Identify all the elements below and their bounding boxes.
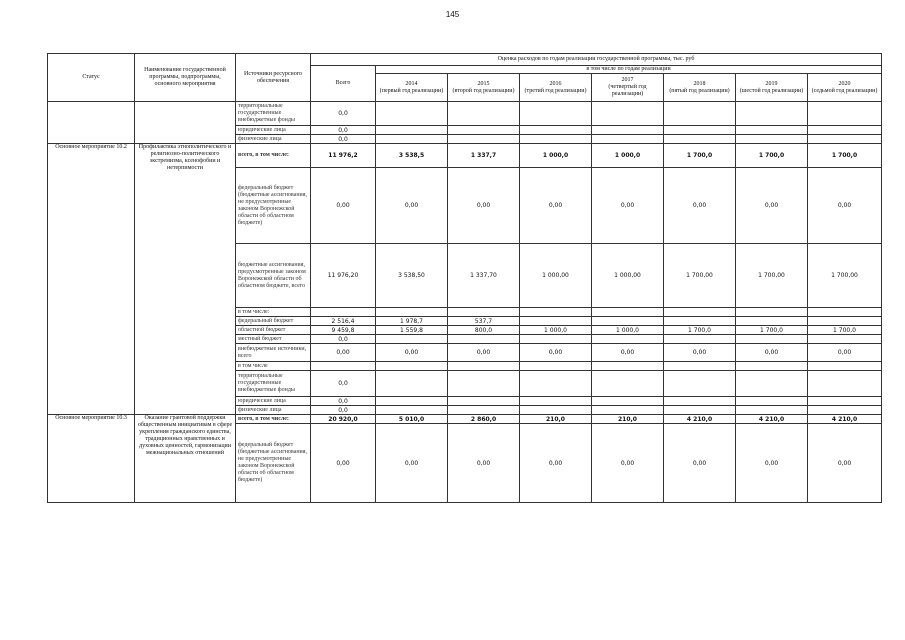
source-cell: местный бюджет — [236, 335, 311, 344]
year-cell — [520, 397, 592, 406]
header-year — [520, 74, 592, 102]
year-cell — [376, 126, 448, 135]
year-cell: 4 210,0 — [664, 415, 736, 424]
year-cell — [376, 362, 448, 371]
table-row — [48, 144, 882, 168]
year-cell: 0,00 — [736, 168, 808, 244]
header-year — [808, 74, 882, 102]
year-cell — [592, 308, 664, 317]
total-cell: 0,0 — [311, 102, 376, 126]
year-cell: 1 700,00 — [664, 244, 736, 308]
year-cell — [520, 317, 592, 326]
header-funding-source: Источники ресурсного обеспечения — [236, 54, 311, 102]
total-cell: 0,0 — [311, 135, 376, 144]
year-cell — [736, 126, 808, 135]
year-cell: 0,00 — [664, 424, 736, 503]
year-value: 2020 — [838, 80, 851, 87]
header-total: Всего — [311, 66, 376, 102]
header-program-name: Наименование государственной программы, подпрограммы, основного мероприятия — [135, 54, 236, 102]
year-cell — [808, 406, 882, 415]
source-cell: в том числе — [236, 362, 311, 371]
year-cell — [448, 335, 520, 344]
source-cell: всего, в том числе: — [236, 415, 311, 424]
year-cell — [736, 371, 808, 397]
year-cell — [520, 126, 592, 135]
total-cell: 11 976,2 — [311, 144, 376, 168]
year-cell — [376, 397, 448, 406]
header-year — [664, 74, 736, 102]
year-cell: 1 700,00 — [736, 244, 808, 308]
year-cell — [592, 371, 664, 397]
year-cell — [448, 371, 520, 397]
year-value: 2019 — [765, 80, 778, 87]
status-cell-empty — [48, 102, 135, 144]
year-cell — [376, 308, 448, 317]
year-cell — [808, 335, 882, 344]
year-cell — [520, 371, 592, 397]
year-label: (третий год реализации) — [524, 87, 587, 94]
year-cell: 3 538,5 — [376, 144, 448, 168]
source-cell: территориальные государственные внебюджетные фонды — [236, 102, 311, 126]
total-cell: 0,0 — [311, 335, 376, 344]
header-year — [592, 74, 664, 102]
source-cell: в том числе: — [236, 308, 311, 317]
year-cell — [592, 317, 664, 326]
year-cell: 0,00 — [376, 344, 448, 362]
year-cell: 3 538,50 — [376, 244, 448, 308]
year-cell — [664, 362, 736, 371]
year-cell: 1 978,7 — [376, 317, 448, 326]
year-cell — [376, 406, 448, 415]
year-cell: 0,00 — [592, 344, 664, 362]
year-value: 2018 — [693, 80, 706, 87]
total-cell: 0,00 — [311, 424, 376, 503]
year-value: 2016 — [549, 80, 562, 87]
year-cell — [664, 406, 736, 415]
year-cell: 210,0 — [520, 415, 592, 424]
total-cell: 0,0 — [311, 397, 376, 406]
year-cell: 1 700,0 — [736, 326, 808, 335]
year-label: (первый год реализации) — [379, 87, 444, 94]
year-cell — [448, 102, 520, 126]
year-cell: 1 000,0 — [520, 326, 592, 335]
year-cell — [592, 406, 664, 415]
year-cell — [664, 371, 736, 397]
page-number: 145 — [445, 10, 460, 19]
year-cell — [808, 317, 882, 326]
source-cell: бюджетные ассигнования, предусмотренные законом Воронежской области об областном бюджете, всего — [236, 244, 311, 308]
year-cell — [592, 126, 664, 135]
year-cell — [736, 135, 808, 144]
year-cell: 0,00 — [808, 168, 882, 244]
year-cell — [664, 317, 736, 326]
year-cell — [664, 335, 736, 344]
header-status: Статус — [48, 54, 135, 102]
year-cell — [448, 126, 520, 135]
measure-name: Оказание грантовой поддержки общественным инициативам в сфере укрепления гражданского единства, традиционных нравственных и духовных ценностей, гармонизации межнациональных отношений — [135, 415, 236, 503]
year-cell: 1 337,70 — [448, 244, 520, 308]
year-cell — [736, 335, 808, 344]
total-cell: 2 516,4 — [311, 317, 376, 326]
year-cell: 0,00 — [736, 424, 808, 503]
name-cell-empty — [135, 102, 236, 144]
year-cell — [808, 362, 882, 371]
year-cell — [376, 335, 448, 344]
year-cell — [664, 397, 736, 406]
year-cell: 0,00 — [520, 168, 592, 244]
year-cell — [376, 135, 448, 144]
year-label: (пятый год реализации) — [669, 87, 730, 94]
year-value: 2014 — [405, 80, 418, 87]
year-cell: 0,00 — [592, 168, 664, 244]
source-cell: юридические лица — [236, 397, 311, 406]
measure-status: Основное мероприятие 10.2 — [48, 144, 135, 415]
year-cell — [808, 135, 882, 144]
year-cell — [520, 308, 592, 317]
year-cell — [736, 308, 808, 317]
year-cell — [376, 102, 448, 126]
year-cell — [448, 135, 520, 144]
year-cell: 210,0 — [592, 415, 664, 424]
measure-status: Основное мероприятие 10.3 — [48, 415, 135, 503]
year-cell — [664, 102, 736, 126]
year-cell: 1 000,0 — [592, 144, 664, 168]
year-cell: 0,00 — [520, 424, 592, 503]
year-label: (седьмой год реализации) — [811, 87, 878, 94]
year-cell — [736, 317, 808, 326]
year-cell — [448, 362, 520, 371]
header-estimate: Оценка расходов по годам реализации государственной программы, тыс. руб — [311, 54, 882, 66]
header-year — [448, 74, 520, 102]
year-cell: 4 210,0 — [736, 415, 808, 424]
total-cell: 0,0 — [311, 371, 376, 397]
year-cell — [808, 126, 882, 135]
year-cell — [736, 397, 808, 406]
year-cell — [448, 406, 520, 415]
year-cell: 800,0 — [448, 326, 520, 335]
year-cell: 1 000,00 — [592, 244, 664, 308]
year-cell: 1 700,0 — [808, 144, 882, 168]
source-cell: федеральный бюджет (бюджетные ассигнования, не предусмотренные законом Воронежской области об областном бюджете) — [236, 424, 311, 503]
year-cell: 0,00 — [736, 344, 808, 362]
total-cell: 20 920,0 — [311, 415, 376, 424]
source-cell: федеральный бюджет (бюджетные ассигнования, не предусмотренные законом Воронежской области об областном бюджете) — [236, 168, 311, 244]
year-value: 2017 — [621, 77, 634, 83]
budget-table — [47, 53, 882, 503]
source-cell: физические лица — [236, 406, 311, 415]
year-cell — [592, 135, 664, 144]
year-cell — [592, 362, 664, 371]
source-cell: всего, в том числе: — [236, 144, 311, 168]
year-cell — [736, 362, 808, 371]
source-cell: территориальные государственные внебюджетные фонды — [236, 371, 311, 397]
year-cell: 4 210,0 — [808, 415, 882, 424]
table-row — [48, 102, 882, 126]
year-cell — [448, 308, 520, 317]
year-cell: 1 000,0 — [520, 144, 592, 168]
year-cell: 0,00 — [448, 344, 520, 362]
year-cell: 0,00 — [592, 424, 664, 503]
year-cell — [736, 102, 808, 126]
year-cell — [664, 126, 736, 135]
year-cell: 1 700,0 — [808, 326, 882, 335]
year-cell — [808, 371, 882, 397]
year-cell: 2 860,0 — [448, 415, 520, 424]
source-cell: областной бюджет — [236, 326, 311, 335]
year-cell: 0,00 — [664, 168, 736, 244]
year-cell — [736, 406, 808, 415]
year-cell: 5 010,0 — [376, 415, 448, 424]
total-cell — [311, 308, 376, 317]
total-cell: 0,00 — [311, 168, 376, 244]
table-body — [48, 102, 882, 503]
year-cell: 1 000,0 — [592, 326, 664, 335]
year-cell: 0,00 — [808, 424, 882, 503]
header-year — [376, 74, 448, 102]
total-cell: 0,0 — [311, 406, 376, 415]
year-cell: 0,00 — [664, 344, 736, 362]
header-including: в том числе по годам реализации — [376, 66, 882, 74]
year-cell: 1 700,00 — [808, 244, 882, 308]
year-label: (четвертый год реализации) — [608, 84, 647, 97]
year-cell: 1 700,0 — [664, 326, 736, 335]
year-label: (шестой год реализации) — [739, 87, 804, 94]
year-cell: 0,00 — [376, 424, 448, 503]
source-cell: федеральный бюджет — [236, 317, 311, 326]
year-cell: 0,00 — [376, 168, 448, 244]
year-label: (второй год реализации) — [452, 87, 515, 94]
year-cell — [376, 371, 448, 397]
total-cell: 0,0 — [311, 126, 376, 135]
year-cell — [808, 102, 882, 126]
year-cell — [448, 397, 520, 406]
measure-name: Профилактика этнополитического и религиозно-политического экстремизма, ксенофобии и нетерпимости — [135, 144, 236, 415]
year-cell — [592, 102, 664, 126]
year-cell: 1 000,00 — [520, 244, 592, 308]
total-cell: 11 976,20 — [311, 244, 376, 308]
year-cell — [520, 335, 592, 344]
year-cell — [520, 362, 592, 371]
total-cell: 0,00 — [311, 344, 376, 362]
year-cell: 0,00 — [448, 424, 520, 503]
year-cell — [520, 102, 592, 126]
total-cell: 9 459,8 — [311, 326, 376, 335]
header-year — [736, 74, 808, 102]
year-cell: 1 337,7 — [448, 144, 520, 168]
year-cell: 0,00 — [808, 344, 882, 362]
year-cell: 0,00 — [448, 168, 520, 244]
table-row — [48, 415, 882, 424]
year-cell — [592, 335, 664, 344]
year-cell — [808, 397, 882, 406]
year-cell — [592, 397, 664, 406]
year-cell: 1 700,0 — [736, 144, 808, 168]
year-value: 2015 — [477, 80, 490, 87]
source-cell: внебюджетные источники, всего — [236, 344, 311, 362]
year-cell: 1 700,0 — [664, 144, 736, 168]
year-cell — [664, 308, 736, 317]
year-cell — [520, 135, 592, 144]
table-header — [48, 54, 882, 102]
year-cell: 1 559,8 — [376, 326, 448, 335]
year-cell — [520, 406, 592, 415]
year-cell: 537,7 — [448, 317, 520, 326]
year-cell: 0,00 — [520, 344, 592, 362]
total-cell — [311, 362, 376, 371]
source-cell: юридические лица — [236, 126, 311, 135]
source-cell: физические лица — [236, 135, 311, 144]
year-cell — [664, 135, 736, 144]
year-cell — [808, 308, 882, 317]
